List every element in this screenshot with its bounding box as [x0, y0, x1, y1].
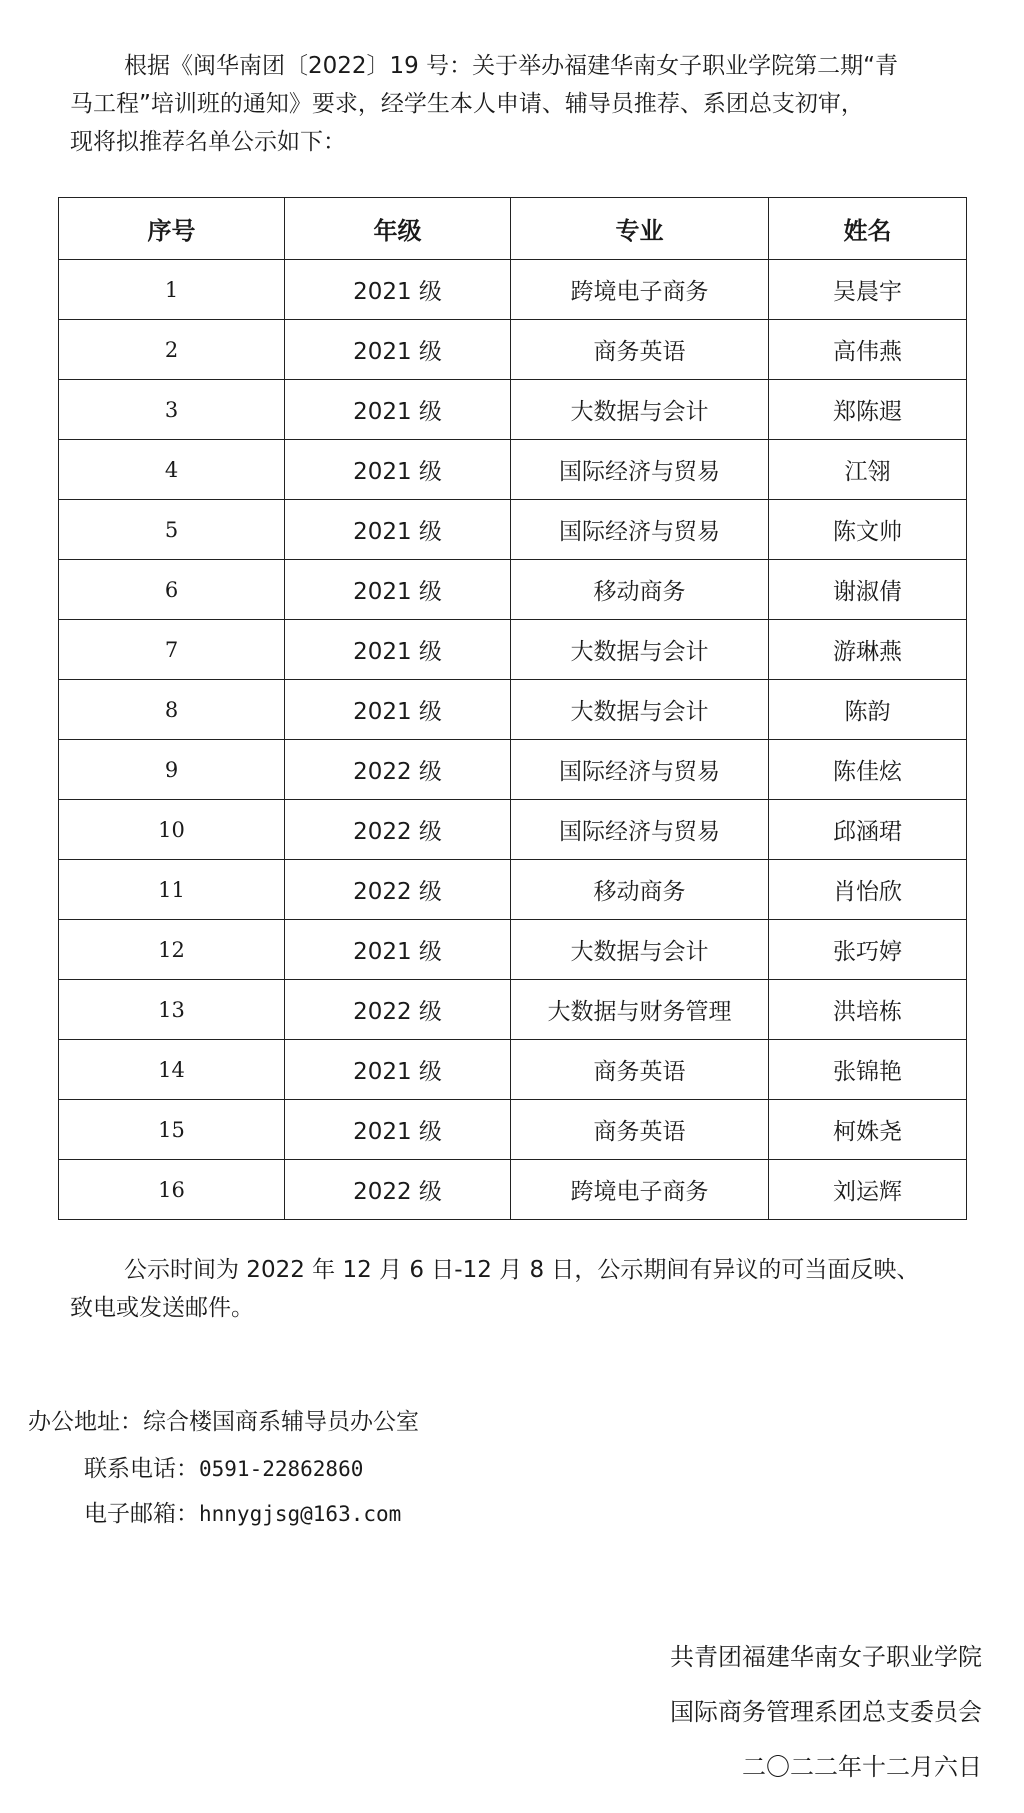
cell-index: 15	[59, 1100, 285, 1160]
cell-grade: 2022 级	[285, 860, 511, 920]
cell-name: 张锦艳	[769, 1040, 967, 1100]
cell-major: 大数据与会计	[511, 920, 769, 980]
cell-grade: 2021 级	[285, 620, 511, 680]
cell-index: 5	[59, 500, 285, 560]
cell-grade: 2021 级	[285, 500, 511, 560]
cell-major: 商务英语	[511, 1100, 769, 1160]
header-major: 专业	[511, 198, 769, 260]
notice-line: 公示时间为 2022 年 12 月 6 日-12 月 8 日，公示期间有异议的可当面反映、	[124, 1257, 920, 1283]
cell-name: 邱涵珺	[769, 800, 967, 860]
cell-major: 跨境电子商务	[511, 1160, 769, 1220]
table-row	[59, 800, 967, 860]
cell-major: 国际经济与贸易	[511, 440, 769, 500]
phone-value: 0591-22862860	[199, 1457, 364, 1481]
cell-name: 陈韵	[769, 680, 967, 740]
intro-paragraph	[70, 47, 990, 161]
cell-major: 商务英语	[511, 320, 769, 380]
intro-line: 根据《闽华南团〔2022〕19 号：关于举办福建华南女子职业学院第二期“青	[124, 53, 899, 79]
cell-index: 10	[59, 800, 285, 860]
table-row	[59, 680, 967, 740]
cell-name: 陈文帅	[769, 500, 967, 560]
cell-index: 16	[59, 1160, 285, 1220]
cell-index: 2	[59, 320, 285, 380]
cell-index: 8	[59, 680, 285, 740]
cell-grade: 2021 级	[285, 920, 511, 980]
cell-major: 移动商务	[511, 860, 769, 920]
cell-index: 3	[59, 380, 285, 440]
cell-grade: 2021 级	[285, 560, 511, 620]
notice-paragraph	[70, 1251, 990, 1327]
table-row	[59, 1040, 967, 1100]
table-row	[59, 920, 967, 980]
cell-major: 国际经济与贸易	[511, 740, 769, 800]
cell-grade: 2021 级	[285, 680, 511, 740]
cell-index: 11	[59, 860, 285, 920]
intro-line: 现将拟推荐名单公示如下：	[70, 129, 346, 155]
cell-grade: 2022 级	[285, 980, 511, 1040]
cell-name: 江翎	[769, 440, 967, 500]
table-row	[59, 1160, 967, 1220]
table-row	[59, 320, 967, 380]
cell-major: 跨境电子商务	[511, 260, 769, 320]
cell-index: 14	[59, 1040, 285, 1100]
cell-major: 大数据与财务管理	[511, 980, 769, 1040]
cell-major: 商务英语	[511, 1040, 769, 1100]
cell-name: 肖怡欣	[769, 860, 967, 920]
email-label: 电子邮箱：	[84, 1501, 199, 1527]
cell-name: 郑陈遐	[769, 380, 967, 440]
office-label: 办公地址：	[28, 1409, 143, 1435]
cell-major: 国际经济与贸易	[511, 800, 769, 860]
cell-major: 大数据与会计	[511, 620, 769, 680]
email-value: hnnygjsg@163.com	[199, 1502, 402, 1526]
cell-name: 陈佳炫	[769, 740, 967, 800]
candidate-table	[58, 197, 967, 1220]
cell-index: 4	[59, 440, 285, 500]
office-value: 综合楼国商系辅导员办公室	[143, 1409, 419, 1435]
signature-date: 二〇二二年十二月六日	[742, 1753, 982, 1781]
table-row	[59, 260, 967, 320]
header-index: 序号	[59, 198, 285, 260]
cell-grade: 2022 级	[285, 740, 511, 800]
cell-name: 刘运辉	[769, 1160, 967, 1220]
cell-index: 9	[59, 740, 285, 800]
phone-label: 联系电话：	[84, 1456, 199, 1482]
cell-name: 柯姝尧	[769, 1100, 967, 1160]
cell-grade: 2022 级	[285, 1160, 511, 1220]
cell-index: 7	[59, 620, 285, 680]
table-row	[59, 620, 967, 680]
cell-grade: 2021 级	[285, 320, 511, 380]
cell-name: 张巧婷	[769, 920, 967, 980]
cell-name: 游琳燕	[769, 620, 967, 680]
contact-email	[84, 1499, 401, 1529]
cell-name: 谢淑倩	[769, 560, 967, 620]
table-row	[59, 560, 967, 620]
table-header-row	[59, 198, 967, 260]
signature-org-1: 共青团福建华南女子职业学院	[670, 1643, 982, 1671]
table-row	[59, 500, 967, 560]
cell-index: 1	[59, 260, 285, 320]
cell-name: 吴晨宇	[769, 260, 967, 320]
cell-grade: 2021 级	[285, 440, 511, 500]
cell-grade: 2021 级	[285, 1100, 511, 1160]
table-row	[59, 740, 967, 800]
table-body	[59, 260, 967, 1220]
office-address	[28, 1407, 419, 1437]
table-row	[59, 440, 967, 500]
header-name: 姓名	[769, 198, 967, 260]
cell-major: 大数据与会计	[511, 680, 769, 740]
notice-line: 致电或发送邮件。	[70, 1295, 254, 1321]
cell-grade: 2021 级	[285, 380, 511, 440]
table-row	[59, 860, 967, 920]
cell-index: 13	[59, 980, 285, 1040]
cell-grade: 2021 级	[285, 1040, 511, 1100]
header-grade: 年级	[285, 198, 511, 260]
cell-index: 6	[59, 560, 285, 620]
cell-name: 洪培栋	[769, 980, 967, 1040]
cell-grade: 2021 级	[285, 260, 511, 320]
cell-index: 12	[59, 920, 285, 980]
intro-line: 马工程”培训班的通知》要求，经学生本人申请、辅导员推荐、系团总支初审，	[70, 91, 864, 117]
contact-phone	[84, 1454, 363, 1484]
table-row	[59, 1100, 967, 1160]
cell-major: 移动商务	[511, 560, 769, 620]
signature-org-2: 国际商务管理系团总支委员会	[670, 1698, 982, 1726]
table-row	[59, 980, 967, 1040]
cell-name: 高伟燕	[769, 320, 967, 380]
table-row	[59, 380, 967, 440]
cell-grade: 2022 级	[285, 800, 511, 860]
cell-major: 大数据与会计	[511, 380, 769, 440]
cell-major: 国际经济与贸易	[511, 500, 769, 560]
